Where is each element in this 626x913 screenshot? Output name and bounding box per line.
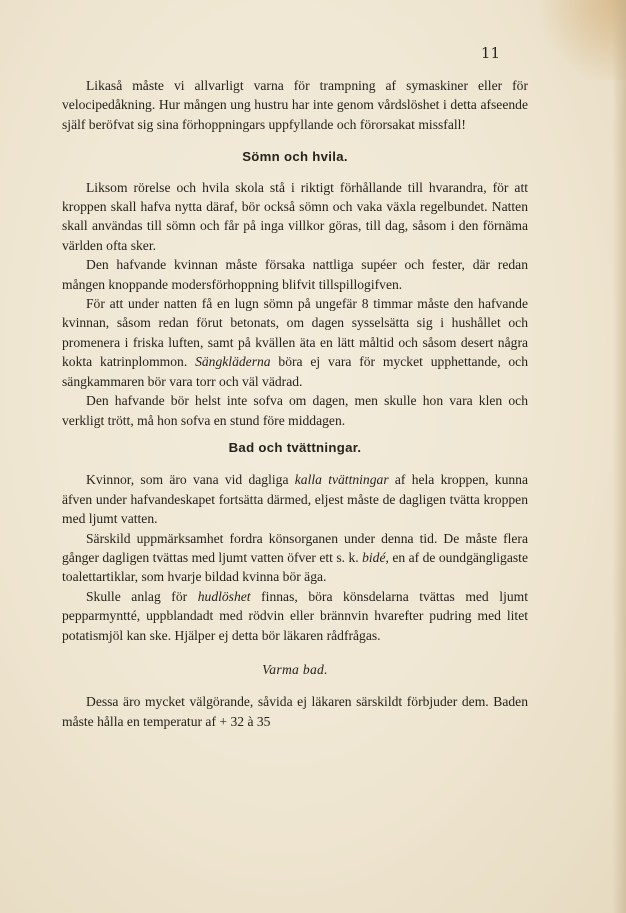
intro-paragraph: Likaså måste vi allvarligt varna för trampning af symaskiner eller för velocipedåkning. Hur mången ung hustru har inte genom vårdslöshet i detta afseende själf beröfvat sig sina förhoppningars uppfyllande och förorsakat missfall! xyxy=(62,78,528,132)
page-body xyxy=(62,76,528,731)
sleep-paragraph-4: Den hafvande bör helst inte sofva om dagen, men skulle hon vara klen och verkligt trött, må hon sofva en stund före middagen. xyxy=(62,393,528,428)
bath-p1-text-a: Kvinnor, som äro vana vid dagliga xyxy=(86,472,289,488)
bath-p2-text-a: Särskild uppmärksamhet fordra könsorganen under denna tid. De måste flera gånger dagligen tvättas med ljumt vatten öfver ett s. k. xyxy=(62,530,528,565)
heading-sleep: Sömn och hvila. xyxy=(242,149,348,165)
bath-p3-text-b: finnas, böra könsdelarna tvättas med ljumt pepparmyntté, uppblandadt med rödvin eller brännvin hvarefter pudring med litet potatismjöl kan ske. Hjälper ej detta bör läkaren rådfrågas. xyxy=(62,588,528,643)
bath-p1-emphasis: kalla tvättningar xyxy=(294,472,389,488)
page-number: 11 xyxy=(480,44,500,62)
warm-baths-paragraph: Dessa äro mycket välgörande, såvida ej läkaren särskildt förbjuder dem. Baden måste hålla en temperatur af + 32 à 35 xyxy=(62,694,528,729)
sleep-paragraph-3 xyxy=(62,294,528,391)
bath-paragraph-2 xyxy=(62,529,528,587)
heading-warm-baths: Varma bad. xyxy=(262,661,328,677)
bath-paragraph-3 xyxy=(62,587,528,645)
bath-p2-emphasis: bidé, xyxy=(362,549,389,565)
sleep-paragraph-1: Liksom rörelse och hvila skola stå i riktigt förhållande till hvarandra, för att kroppen skall hafva nytta däraf, bör också sömn och vaka växla regelbundet. Natten skall användas till sömn och får på inga villkor göras, till dag, såsom i den förnäma världen ofta sker. xyxy=(62,179,528,253)
bath-p3-text-a: Skulle anlag för xyxy=(86,588,188,604)
sleep-p3-text-a: För att under natten få en lugn sömn på ungefär 8 timmar måste den hafvande kvinnan, såsom redan förut betonats, om dagen sysselsätta sig i hushållet och promenera i friska luften, samt på kvällen äta en lätt måltid och såsom desert några kokta katrinplommon. xyxy=(62,296,528,370)
page-edge xyxy=(612,0,626,913)
heading-bath: Bad och tvättningar. xyxy=(228,439,362,455)
bath-paragraph-1 xyxy=(62,470,528,528)
sleep-p3-text-b: böra ej vara för mycket upphettande, och sängkammaren bör vara torr och väl vädrad. xyxy=(62,354,529,389)
sleep-p3-emphasis: Sängkläderna xyxy=(195,354,271,370)
bath-p1-text-b: af hela kroppen, kunna äfven under hafvandeskapet fortsätta därmed, eljest måste de dagligen tvätta kroppen med ljumt vatten. xyxy=(62,472,529,527)
bath-p3-emphasis: hudlöshet xyxy=(197,588,251,604)
sleep-paragraph-2: Den hafvande kvinnan måste försaka nattliga supéer och fester, där redan mången knoppande modersförhoppning blifvit tillspillogifven. xyxy=(62,257,528,292)
bath-p2-text-b: en af de oundgängligaste toalettartiklar, som hvarje bildad kvinna bör äga. xyxy=(62,549,528,585)
